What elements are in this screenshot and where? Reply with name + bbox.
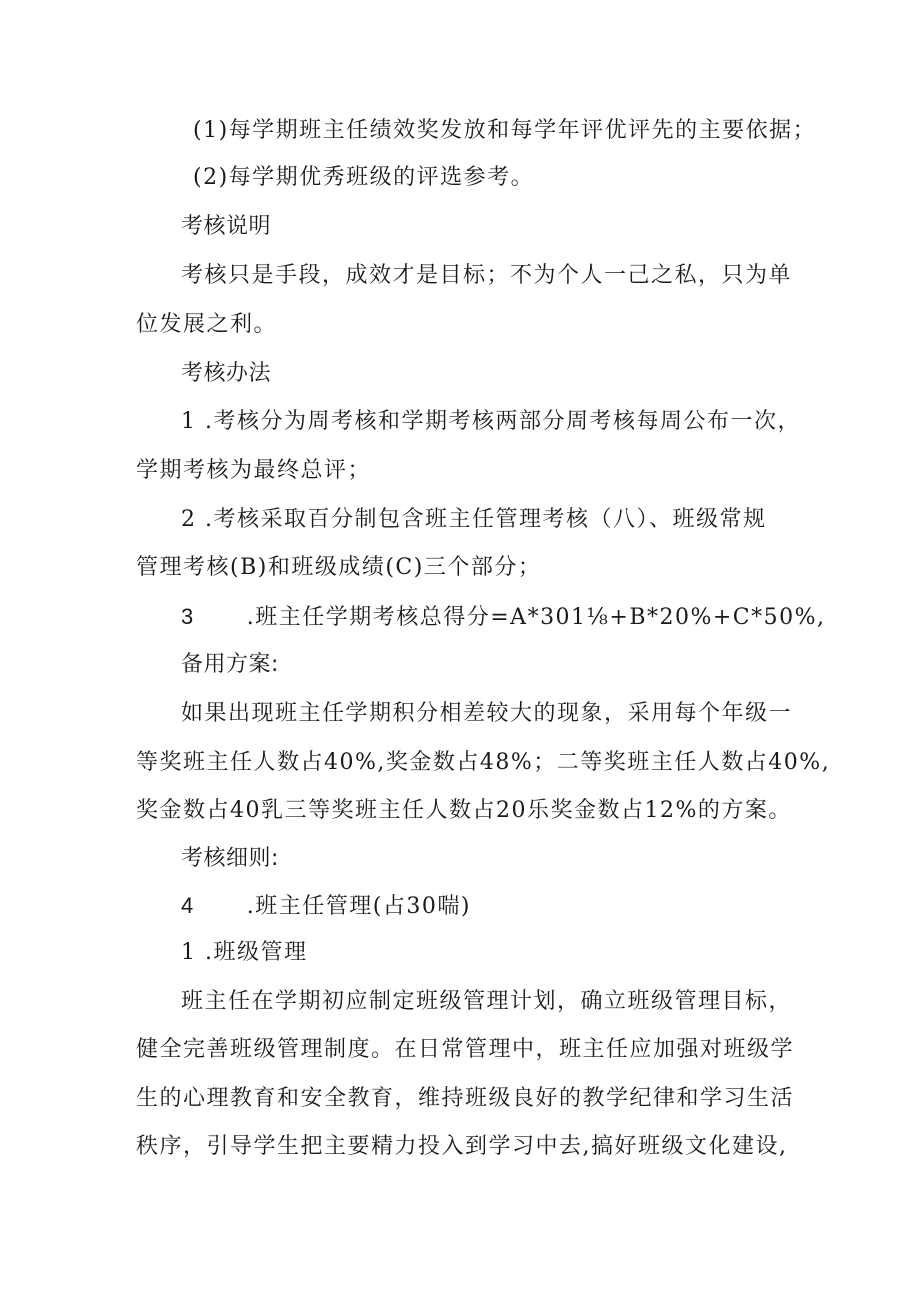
methods-item-1-line-2: 学期考核为最终总评； bbox=[136, 458, 372, 483]
rules-para-line-4: 秩序，引导学生把主要精力投入到学习中去,搞好班级文化建设, bbox=[136, 1134, 788, 1159]
backup-line-3: 奖金数占40乳三等奖班主任人数占20乐奖金数占12%的方案。 bbox=[136, 798, 792, 823]
purpose-item-1: (1)每学期班主任绩效奖发放和每学年评优评先的主要依据； bbox=[193, 118, 817, 143]
rules-para-line-1: 班主任在学期初应制定班级管理计划，确立班级管理目标， bbox=[181, 989, 793, 1014]
backup-line-2: 等奖班主任人数占40%,奖金数占48%；二等奖班主任人数占40%, bbox=[136, 750, 831, 775]
notes-heading: 考核说明 bbox=[181, 214, 272, 239]
methods-item-3-text: .班主任学期考核总得分=A*301⅛+B*20%+C*50%, bbox=[246, 605, 826, 630]
rules-para-line-3: 生的心理教育和安全教育，维持班级良好的教学纪律和学习生活 bbox=[136, 1086, 795, 1111]
methods-item-2-line-1: 2 .考核采取百分制包含班主任管理考核（八）、班级常规 bbox=[181, 507, 767, 532]
rules-para-line-2: 健全完善班级管理制度。在日常管理中，班主任应加强对班级学 bbox=[136, 1037, 795, 1062]
notes-line-2: 位发展之利。 bbox=[136, 312, 278, 337]
backup-line-1: 如果出现班主任学期积分相差较大的现象，采用每个年级一 bbox=[181, 701, 793, 726]
rules-item-4-number: 4 bbox=[181, 893, 195, 918]
notes-line-1: 考核只是手段，成效才是目标；不为个人一己之私，只为单 bbox=[181, 263, 793, 288]
backup-heading: 备用方案: bbox=[181, 652, 279, 677]
methods-item-2-line-2: 管理考核(B)和班级成绩(C)三个部分； bbox=[136, 555, 542, 580]
rules-sub-1: 1 .班级管理 bbox=[181, 940, 308, 965]
purpose-item-2: (2)每学期优秀班级的评选参考。 bbox=[193, 165, 535, 190]
rules-item-4-text: .班主任管理(占30喘) bbox=[246, 894, 471, 919]
methods-item-1-line-1: 1 .考核分为周考核和学期考核两部分周考核每周公布一次， bbox=[181, 409, 801, 434]
rules-item-4 bbox=[181, 891, 920, 922]
methods-item-3 bbox=[181, 602, 920, 633]
rules-heading: 考核细则: bbox=[181, 846, 279, 871]
methods-item-3-number: 3 bbox=[181, 604, 195, 629]
methods-heading: 考核办法 bbox=[181, 361, 272, 386]
